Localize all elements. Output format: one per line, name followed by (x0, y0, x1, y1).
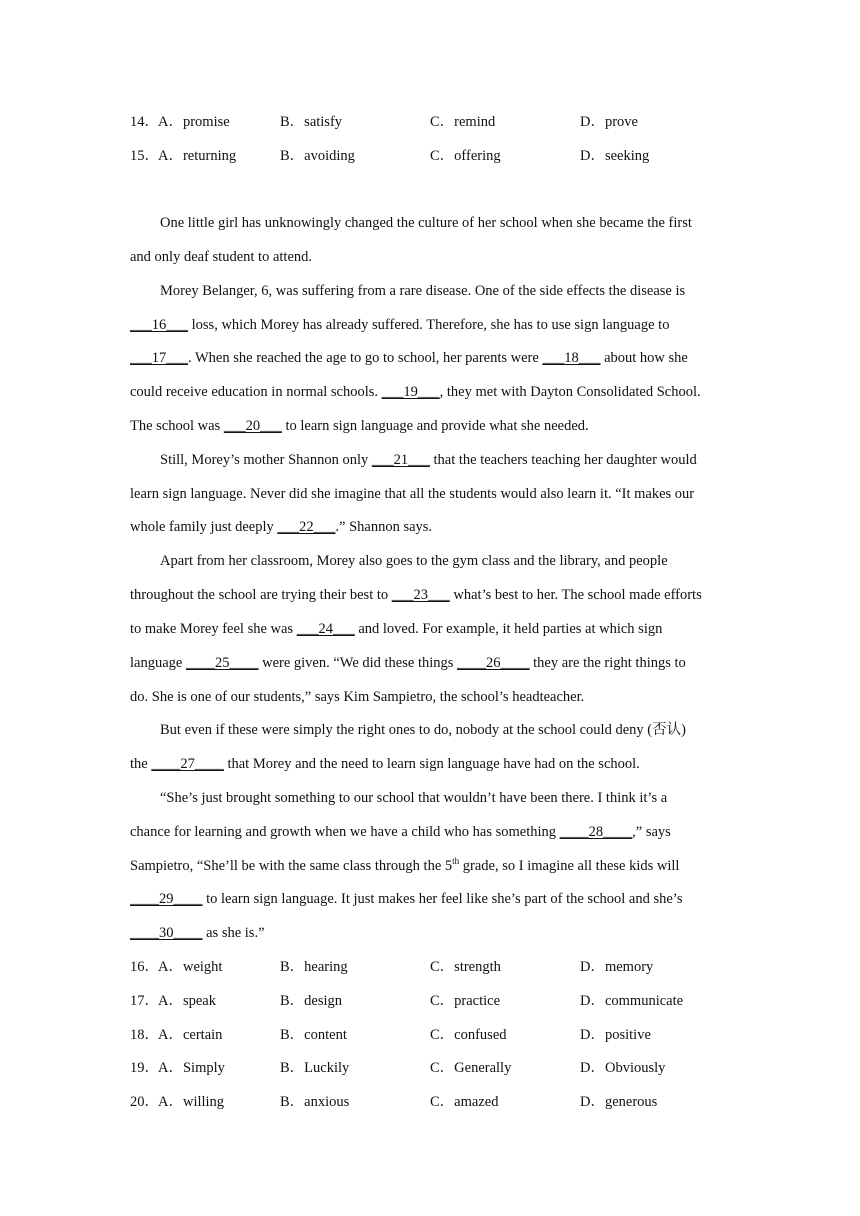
passage-text: .” Shannon says. (335, 519, 433, 535)
blank-29: ____29____ (130, 891, 203, 907)
superscript: th (452, 856, 460, 867)
option-c: C．Generally (430, 1060, 512, 1076)
passage-line (130, 382, 730, 402)
passage-line (160, 788, 730, 808)
option-a: A．certain (158, 1027, 223, 1043)
blank-27: ____27____ (151, 756, 224, 772)
passage-text: what’s best to her. The school made efforts (449, 587, 702, 603)
option-a: A．Simply (158, 1060, 225, 1076)
passage-line (130, 653, 730, 673)
passage-line (130, 923, 730, 943)
blank-22: ___22___ (277, 519, 336, 535)
blank-16: ___16___ (130, 317, 188, 333)
passage-line (130, 315, 730, 335)
question-number: 14． (130, 114, 159, 130)
passage-text: that Morey and the need to learn sign language have had on the school. (223, 756, 640, 772)
passage-text: , they met with Dayton Consolidated School. (439, 384, 701, 400)
passage-text: could receive education in normal schools. (130, 384, 382, 400)
blank-18: ___18___ (542, 350, 601, 366)
passage-text: the (130, 756, 152, 772)
passage-text: learn sign language. Never did she imagine that all the students would also learn it. “It makes our (130, 486, 695, 502)
option-b: B．hearing (280, 959, 348, 975)
passage-text: to learn sign language. It just makes her feel like she’s part of the school and she’s (202, 891, 683, 907)
option-b: B．design (280, 993, 343, 1009)
blank-26: ____26____ (457, 655, 530, 671)
option-c: C．amazed (430, 1094, 499, 1110)
passage-line (130, 687, 730, 707)
passage-line (160, 213, 730, 233)
passage-line (130, 348, 730, 368)
option-d: D．seeking (580, 148, 650, 164)
blank-19: ___19___ (381, 384, 440, 400)
blank-20: ___20___ (223, 418, 282, 434)
option-a: A．promise (158, 114, 230, 130)
passage-text: throughout the school are trying their best to (130, 587, 392, 603)
question-number: 16． (130, 959, 159, 975)
option-a: A．weight (158, 959, 223, 975)
option-a: A．returning (158, 148, 237, 164)
passage-text: . When she reached the age to go to school, her parents were (188, 350, 543, 366)
passage-text: as she is.” (202, 925, 265, 941)
question-number: 19． (130, 1060, 159, 1076)
blank-25: ____25____ (185, 655, 259, 671)
passage-line (130, 247, 730, 267)
passage-line (130, 484, 730, 504)
passage-line (160, 281, 730, 301)
blank-24: ___24___ (296, 621, 355, 637)
option-d: D．positive (580, 1027, 651, 1043)
option-b: B．content (280, 1027, 347, 1043)
passage-text: and loved. For example, it held parties at which sign (354, 621, 663, 637)
passage-text: “She’s just brought something to our school that wouldn’t have been there. I think it’s a (160, 790, 668, 806)
question-number: 20． (130, 1094, 159, 1110)
passage-text: whole family just deeply (130, 519, 278, 535)
option-a: A．speak (158, 993, 216, 1009)
question-number: 15． (130, 148, 159, 164)
passage-text: But even if these were simply the right ones to do, nobody at the school could deny (否认) (160, 722, 686, 738)
option-c: C．practice (430, 993, 501, 1009)
blank-17: ___17___ (130, 350, 188, 366)
option-d: D．prove (580, 114, 638, 130)
passage-text: Still, Morey’s mother Shannon only (160, 452, 372, 468)
passage-text: and only deaf student to attend. (130, 249, 313, 265)
option-a: A．willing (158, 1094, 225, 1110)
blank-28: ____28____ (559, 824, 633, 840)
option-d: D．communicate (580, 993, 684, 1009)
passage-line (130, 754, 730, 774)
passage-text: language (130, 655, 186, 671)
option-d: D．Obviously (580, 1060, 666, 1076)
passage-text: loss, which Morey has already suffered. Therefore, she has to use sign language to (188, 317, 670, 333)
passage-text: ,” says (632, 824, 671, 840)
passage-text: Apart from her classroom, Morey also goes to the gym class and the library, and people (160, 553, 668, 569)
passage-line (130, 856, 730, 876)
passage-text: about how she (600, 350, 688, 366)
passage-line (130, 822, 730, 842)
option-c: C．remind (430, 114, 496, 130)
question-number: 17． (130, 993, 159, 1009)
passage-line (130, 619, 730, 639)
passage-text: to make Morey feel she was (130, 621, 297, 637)
blank-30: ____30____ (130, 925, 203, 941)
passage-line (130, 585, 730, 605)
option-b: B．satisfy (280, 114, 343, 130)
blank-23: ___23___ (391, 587, 450, 603)
option-b: B．Luckily (280, 1060, 350, 1076)
blank-21: ___21___ (371, 452, 430, 468)
option-d: D．memory (580, 959, 654, 975)
passage-text: Sampietro, “She’ll be with the same class through the 5 (130, 858, 453, 874)
option-b: B．avoiding (280, 148, 355, 164)
passage-text: grade, so I imagine all these kids will (459, 858, 680, 874)
passage-text: were given. “We did these things (258, 655, 458, 671)
question-number: 18． (130, 1027, 159, 1043)
passage-text: Morey Belanger, 6, was suffering from a rare disease. One of the side effects the disease is (160, 283, 686, 299)
passage-text: that the teachers teaching her daughter would (429, 452, 697, 468)
option-c: C．offering (430, 148, 501, 164)
option-b: B．anxious (280, 1094, 350, 1110)
passage-line (130, 889, 730, 909)
option-c: C．confused (430, 1027, 507, 1043)
option-d: D．generous (580, 1094, 658, 1110)
passage-text: chance for learning and growth when we have a child who has something (130, 824, 560, 840)
passage-text: they are the right things to (529, 655, 686, 671)
option-c: C．strength (430, 959, 501, 975)
passage-text: One little girl has unknowingly changed the culture of her school when she became the first (160, 215, 692, 231)
passage-line (160, 450, 730, 470)
passage-line (130, 517, 730, 537)
passage-line (160, 551, 730, 571)
passage-line (130, 416, 730, 436)
passage-text: do. She is one of our students,” says Kim Sampietro, the school’s headteacher. (130, 689, 585, 705)
passage-line (160, 720, 730, 740)
passage-text: to learn sign language and provide what she needed. (281, 418, 589, 434)
passage-text: The school was (130, 418, 224, 434)
